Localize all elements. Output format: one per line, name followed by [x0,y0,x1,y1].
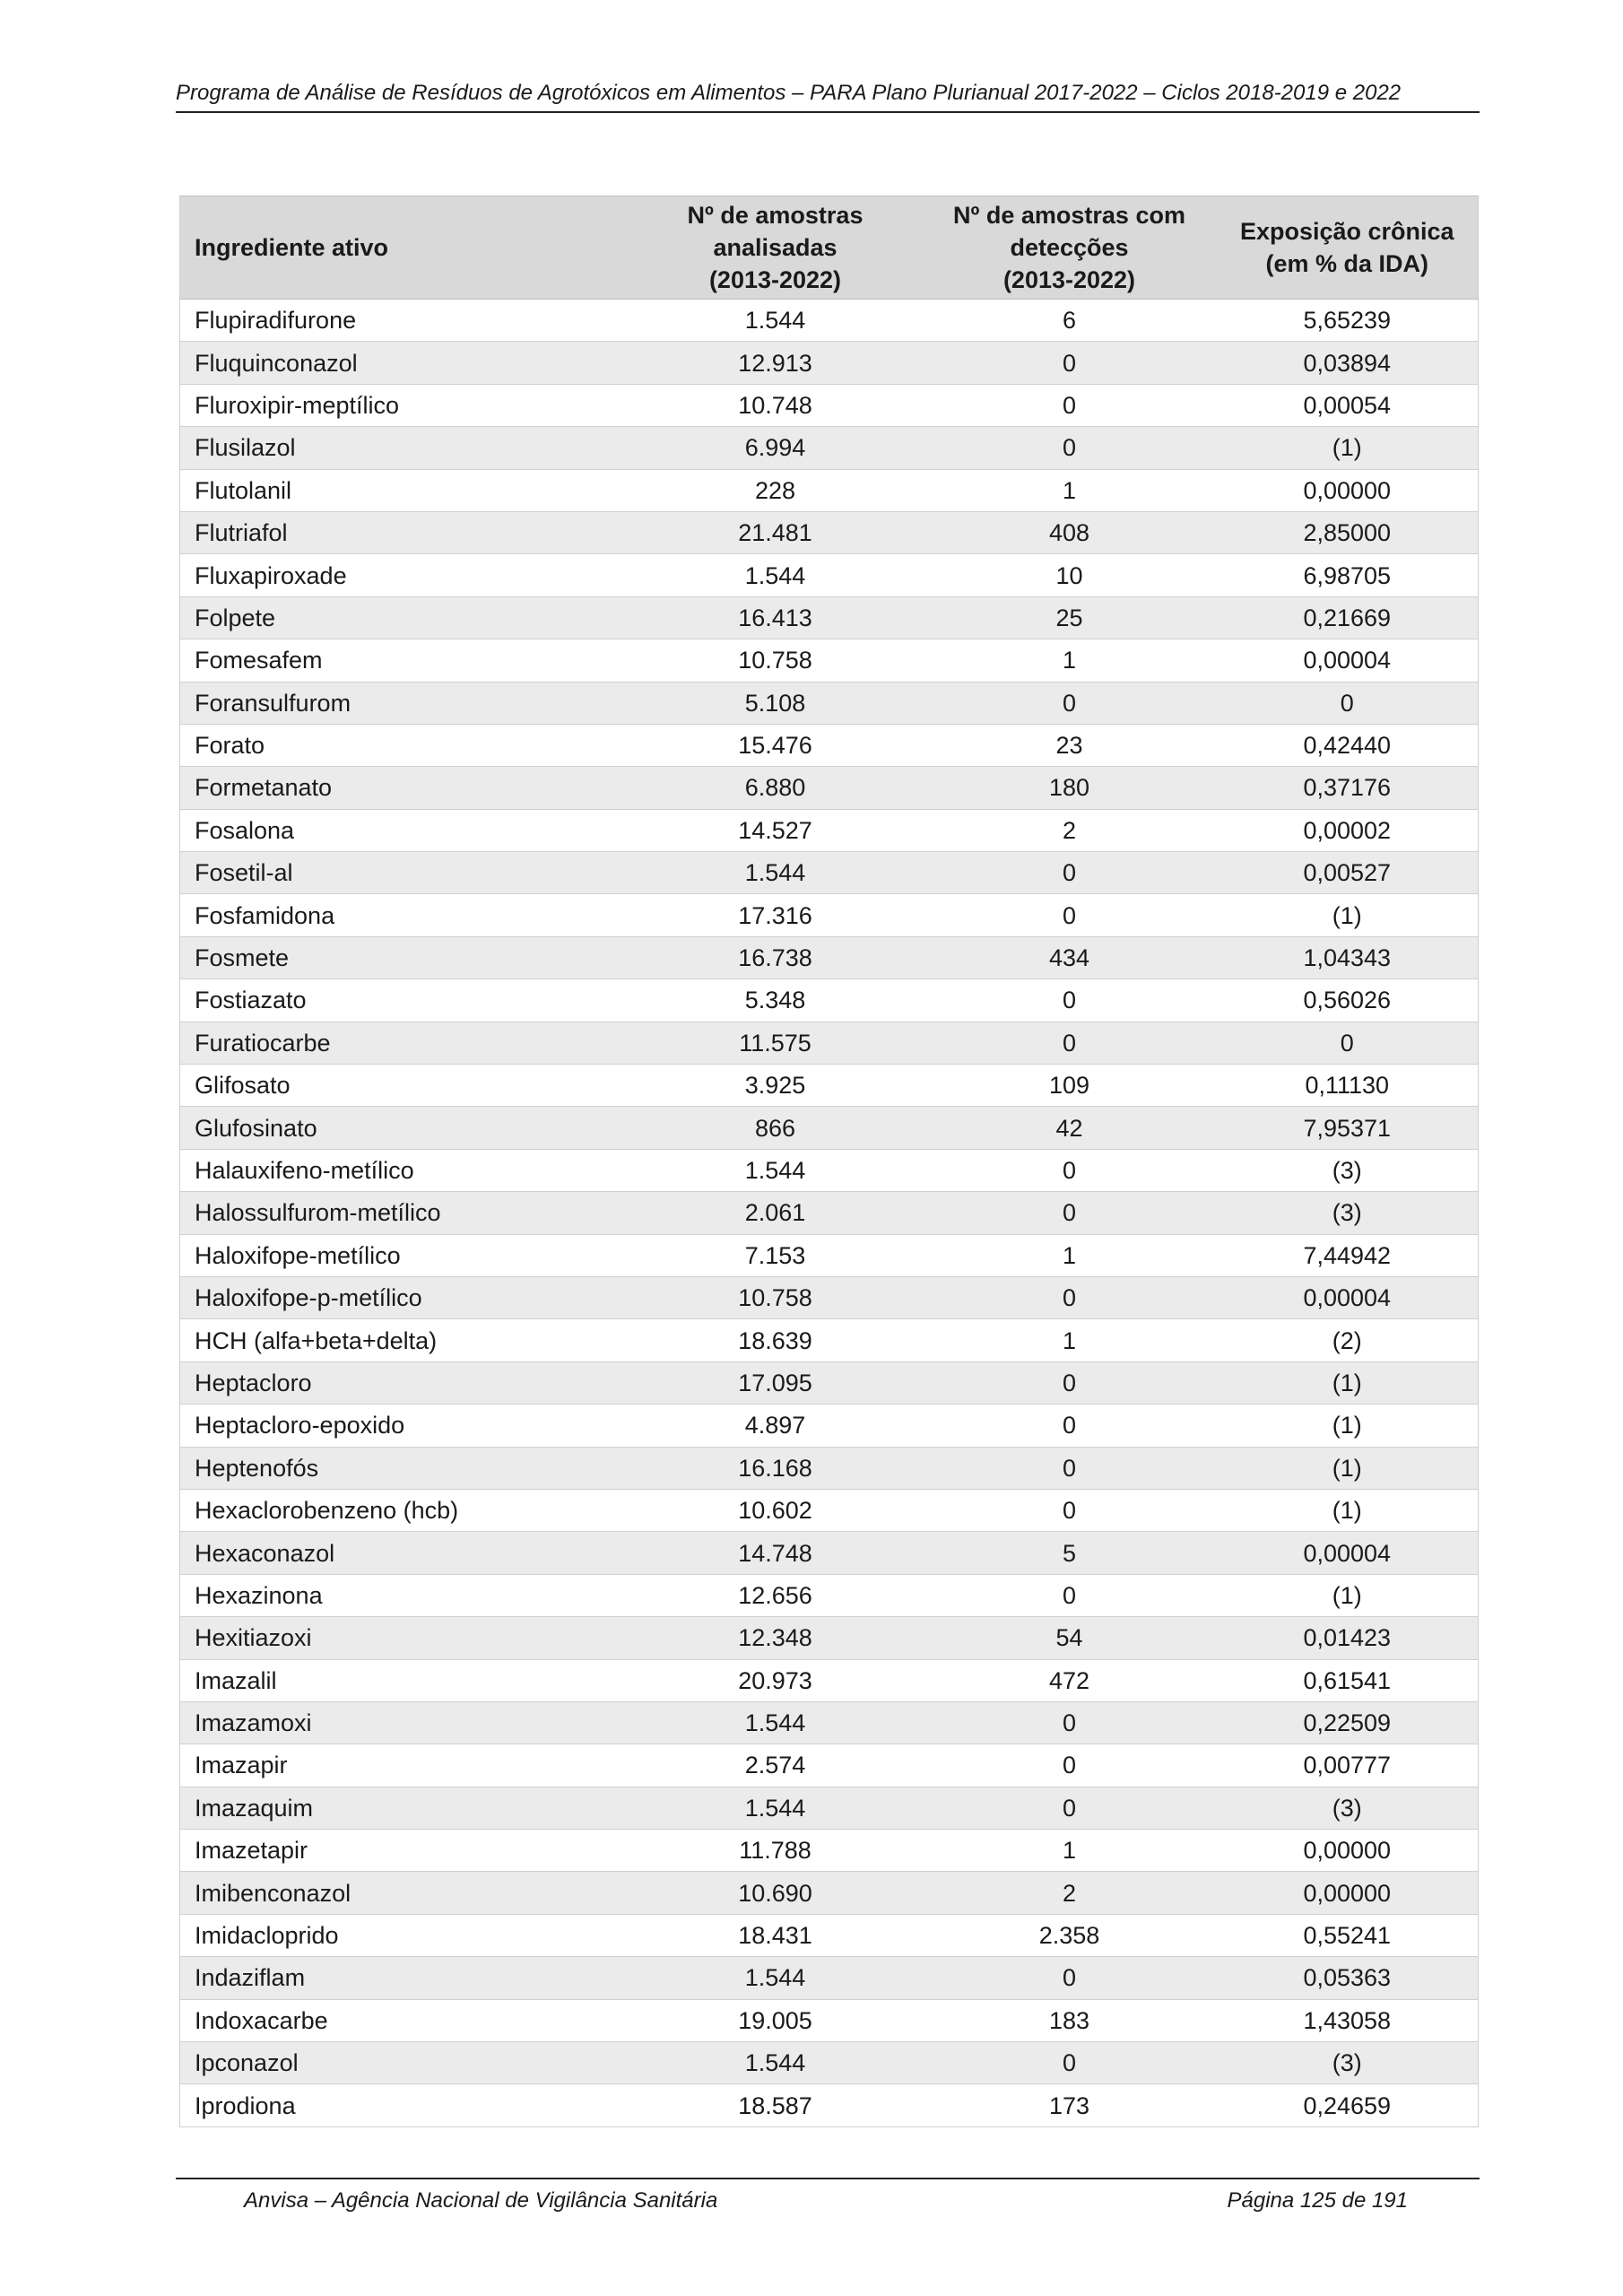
cell-ingredient: Imazaquim [180,1787,629,1829]
cell-chronic-exposure: 6,98705 [1217,554,1479,596]
cell-chronic-exposure: 0,37176 [1217,767,1479,809]
cell-samples-analyzed: 18.639 [629,1319,923,1361]
cell-ingredient: Halauxifeno-metílico [180,1149,629,1191]
table-row [180,767,1479,809]
cell-ingredient: Flutriafol [180,511,629,553]
cell-samples-analyzed: 1.544 [629,1149,923,1191]
cell-samples-detected: 109 [923,1065,1217,1107]
cell-chronic-exposure: (1) [1217,1405,1479,1447]
footer-page-number: Página 125 de 191 [1227,2188,1408,2213]
cell-ingredient: Flupiradifurone [180,300,629,342]
cell-chronic-exposure: 0,61541 [1217,1659,1479,1701]
cell-samples-detected: 1 [923,469,1217,511]
cell-samples-detected: 42 [923,1107,1217,1149]
cell-samples-analyzed: 12.913 [629,342,923,384]
cell-samples-detected: 1 [923,1234,1217,1276]
cell-samples-detected: 0 [923,1405,1217,1447]
cell-ingredient: Fluroxipir-meptílico [180,384,629,426]
table-header-row [180,196,1479,300]
cell-samples-detected: 23 [923,724,1217,766]
cell-chronic-exposure: 0,00777 [1217,1744,1479,1787]
column-header-line: Exposição crônica [1239,218,1454,245]
column-header-ingredient [180,196,629,300]
cell-chronic-exposure: (3) [1217,1149,1479,1191]
table-row [180,1787,1479,1829]
cell-samples-detected: 1 [923,1319,1217,1361]
cell-chronic-exposure: (1) [1217,427,1479,469]
cell-samples-analyzed: 10.748 [629,384,923,426]
cell-chronic-exposure: (3) [1217,1192,1479,1234]
cell-chronic-exposure: (1) [1217,1361,1479,1404]
cell-ingredient: Flusilazol [180,427,629,469]
table-row [180,1065,1479,1107]
cell-chronic-exposure: 0,00054 [1217,384,1479,426]
column-header-samples-analyzed [629,196,923,300]
cell-samples-detected: 0 [923,1787,1217,1829]
table-row [180,1319,1479,1361]
cell-ingredient: Formetanato [180,767,629,809]
cell-samples-analyzed: 3.925 [629,1065,923,1107]
residue-table [179,196,1479,2127]
cell-chronic-exposure: (1) [1217,1447,1479,1489]
cell-samples-analyzed: 1.544 [629,852,923,894]
table-row [180,894,1479,936]
cell-ingredient: Heptacloro [180,1361,629,1404]
cell-chronic-exposure: (3) [1217,1787,1479,1829]
cell-ingredient: Imazalil [180,1659,629,1701]
table-row [180,639,1479,682]
cell-samples-analyzed: 4.897 [629,1405,923,1447]
cell-chronic-exposure: 1,04343 [1217,936,1479,978]
cell-samples-analyzed: 14.748 [629,1532,923,1574]
cell-chronic-exposure: (3) [1217,2042,1479,2084]
table-row [180,1447,1479,1489]
cell-samples-detected: 5 [923,1532,1217,1574]
table-row [180,1149,1479,1191]
cell-samples-detected: 0 [923,1957,1217,1999]
cell-ingredient: Fosmete [180,936,629,978]
table-row [180,1234,1479,1276]
cell-ingredient: Haloxifope-p-metílico [180,1276,629,1318]
table-row [180,2042,1479,2084]
table-body [180,300,1479,2127]
cell-chronic-exposure: 0,22509 [1217,1701,1479,1744]
table-row [180,1744,1479,1787]
cell-chronic-exposure: 0,00004 [1217,1276,1479,1318]
cell-ingredient: Imazamoxi [180,1701,629,1744]
table-row [180,469,1479,511]
table-row [180,979,1479,1022]
cell-ingredient: Forato [180,724,629,766]
cell-samples-analyzed: 2.574 [629,1744,923,1787]
cell-samples-detected: 408 [923,511,1217,553]
cell-samples-detected: 54 [923,1617,1217,1659]
column-header-line: (2013-2022) [1002,266,1136,293]
cell-samples-detected: 0 [923,1276,1217,1318]
column-header-line: analisadas [713,234,838,261]
cell-samples-detected: 2 [923,809,1217,851]
cell-ingredient: Fostiazato [180,979,629,1022]
table-row [180,1701,1479,1744]
cell-ingredient: Indaziflam [180,1957,629,1999]
cell-chronic-exposure: 7,95371 [1217,1107,1479,1149]
table-row [180,1022,1479,1064]
cell-ingredient: Folpete [180,596,629,639]
cell-samples-detected: 0 [923,384,1217,426]
cell-chronic-exposure: 0,00000 [1217,469,1479,511]
cell-ingredient: Hexazinona [180,1574,629,1616]
cell-samples-analyzed: 16.168 [629,1447,923,1489]
cell-ingredient: Imibenconazol [180,1872,629,1914]
cell-samples-analyzed: 10.758 [629,639,923,682]
column-header-line: Nº de amostras [687,202,864,229]
cell-ingredient: Fosalona [180,809,629,851]
cell-samples-detected: 0 [923,1192,1217,1234]
cell-samples-analyzed: 11.788 [629,1830,923,1872]
cell-chronic-exposure: 2,85000 [1217,511,1479,553]
cell-ingredient: Furatiocarbe [180,1022,629,1064]
cell-samples-analyzed: 1.544 [629,1787,923,1829]
cell-samples-analyzed: 12.656 [629,1574,923,1616]
table-row [180,809,1479,851]
cell-ingredient: Imidacloprido [180,1914,629,1956]
cell-chronic-exposure: 0,56026 [1217,979,1479,1022]
cell-ingredient: Hexaconazol [180,1532,629,1574]
cell-samples-analyzed: 1.544 [629,2042,923,2084]
table-row [180,1489,1479,1531]
table-row [180,427,1479,469]
table-row [180,682,1479,724]
cell-chronic-exposure: 0,00000 [1217,1872,1479,1914]
cell-samples-analyzed: 2.061 [629,1192,923,1234]
cell-samples-detected: 0 [923,1149,1217,1191]
cell-ingredient: Fomesafem [180,639,629,682]
cell-samples-detected: 0 [923,1447,1217,1489]
cell-chronic-exposure: (2) [1217,1319,1479,1361]
cell-samples-analyzed: 1.544 [629,1701,923,1744]
cell-ingredient: Fosetil-al [180,852,629,894]
table-row [180,1914,1479,1956]
cell-samples-detected: 0 [923,682,1217,724]
cell-samples-detected: 0 [923,1574,1217,1616]
cell-samples-detected: 0 [923,1701,1217,1744]
cell-ingredient: Glifosato [180,1065,629,1107]
cell-samples-detected: 0 [923,1022,1217,1064]
cell-chronic-exposure: (1) [1217,1489,1479,1531]
cell-samples-analyzed: 17.316 [629,894,923,936]
table-row [180,342,1479,384]
cell-samples-analyzed: 11.575 [629,1022,923,1064]
table-row [180,1574,1479,1616]
footer-agency: Anvisa – Agência Nacional de Vigilância Sanitária [244,2188,718,2213]
cell-samples-detected: 0 [923,979,1217,1022]
cell-chronic-exposure: 0,01423 [1217,1617,1479,1659]
cell-chronic-exposure: 0,00004 [1217,639,1479,682]
table-row [180,1617,1479,1659]
table-row [180,300,1479,342]
cell-samples-analyzed: 20.973 [629,1659,923,1701]
column-header-samples-detected [923,196,1217,300]
cell-samples-detected: 472 [923,1659,1217,1701]
table-row [180,2084,1479,2126]
cell-samples-analyzed: 12.348 [629,1617,923,1659]
column-header-line: Ingrediente ativo [195,234,389,261]
cell-ingredient: Hexitiazoxi [180,1617,629,1659]
cell-ingredient: Foransulfurom [180,682,629,724]
page-footer [176,2178,1480,2213]
cell-ingredient: Halossulfurom-metílico [180,1192,629,1234]
cell-samples-detected: 0 [923,1489,1217,1531]
cell-chronic-exposure: 0,21669 [1217,596,1479,639]
cell-samples-detected: 0 [923,894,1217,936]
column-header-line: detecções [1010,234,1129,261]
cell-samples-detected: 0 [923,342,1217,384]
cell-ingredient: Fluxapiroxade [180,554,629,596]
table-row [180,852,1479,894]
cell-samples-analyzed: 1.544 [629,300,923,342]
cell-samples-analyzed: 14.527 [629,809,923,851]
cell-samples-detected: 0 [923,2042,1217,2084]
cell-samples-detected: 10 [923,554,1217,596]
column-header-chronic-exposure [1217,196,1479,300]
cell-samples-analyzed: 10.690 [629,1872,923,1914]
cell-chronic-exposure: 0,05363 [1217,1957,1479,1999]
column-header-line: (em % da IDA) [1265,250,1429,277]
cell-samples-analyzed: 17.095 [629,1361,923,1404]
table-row [180,1872,1479,1914]
cell-samples-analyzed: 10.602 [629,1489,923,1531]
cell-chronic-exposure: 0,42440 [1217,724,1479,766]
cell-ingredient: Haloxifope-metílico [180,1234,629,1276]
cell-samples-analyzed: 16.738 [629,936,923,978]
cell-samples-analyzed: 15.476 [629,724,923,766]
cell-samples-analyzed: 228 [629,469,923,511]
cell-chronic-exposure: 0,11130 [1217,1065,1479,1107]
cell-samples-analyzed: 866 [629,1107,923,1149]
table-row [180,1107,1479,1149]
cell-chronic-exposure: (1) [1217,894,1479,936]
cell-samples-analyzed: 1.544 [629,554,923,596]
cell-samples-detected: 0 [923,1361,1217,1404]
cell-chronic-exposure: 0 [1217,1022,1479,1064]
table-row [180,1830,1479,1872]
cell-samples-analyzed: 7.153 [629,1234,923,1276]
cell-chronic-exposure: 5,65239 [1217,300,1479,342]
cell-samples-analyzed: 16.413 [629,596,923,639]
cell-ingredient: Heptenofós [180,1447,629,1489]
cell-ingredient: Hexaclorobenzeno (hcb) [180,1489,629,1531]
cell-chronic-exposure: 0,00004 [1217,1532,1479,1574]
table-row [180,1405,1479,1447]
cell-chronic-exposure: 0,00527 [1217,852,1479,894]
cell-samples-analyzed: 10.758 [629,1276,923,1318]
table-row [180,936,1479,978]
cell-samples-analyzed: 21.481 [629,511,923,553]
cell-samples-detected: 25 [923,596,1217,639]
cell-ingredient: Fluquinconazol [180,342,629,384]
table-row [180,554,1479,596]
table-row [180,511,1479,553]
table-row [180,384,1479,426]
cell-chronic-exposure: 0,00000 [1217,1830,1479,1872]
table-row [180,1276,1479,1318]
cell-samples-detected: 183 [923,1999,1217,2041]
cell-samples-detected: 180 [923,767,1217,809]
table-row [180,1532,1479,1574]
cell-chronic-exposure: (1) [1217,1574,1479,1616]
page-header [176,75,1480,113]
cell-chronic-exposure: 0 [1217,682,1479,724]
column-header-line: Nº de amostras com [953,202,1185,229]
cell-samples-analyzed: 6.994 [629,427,923,469]
cell-samples-detected: 2.358 [923,1914,1217,1956]
column-header-line: (2013-2022) [708,266,842,293]
table-row [180,1361,1479,1404]
cell-ingredient: Imazapir [180,1744,629,1787]
cell-samples-detected: 0 [923,1744,1217,1787]
cell-chronic-exposure: 0,24659 [1217,2084,1479,2126]
cell-ingredient: HCH (alfa+beta+delta) [180,1319,629,1361]
cell-samples-detected: 6 [923,300,1217,342]
cell-samples-analyzed: 5.108 [629,682,923,724]
cell-chronic-exposure: 0,03894 [1217,342,1479,384]
cell-chronic-exposure: 7,44942 [1217,1234,1479,1276]
table-row [180,724,1479,766]
header-text: Programa de Análise de Resíduos de Agrotóxicos em Alimentos – PARA Plano Plurianual 2017-2022 – Ciclos 2018-2019 e 2022 [176,81,1402,105]
cell-samples-detected: 1 [923,1830,1217,1872]
cell-samples-analyzed: 1.544 [629,1957,923,1999]
cell-samples-analyzed: 6.880 [629,767,923,809]
cell-ingredient: Ipconazol [180,2042,629,2084]
cell-samples-detected: 434 [923,936,1217,978]
cell-samples-analyzed: 18.587 [629,2084,923,2126]
cell-ingredient: Iprodiona [180,2084,629,2126]
cell-ingredient: Fosfamidona [180,894,629,936]
table-row [180,1957,1479,1999]
cell-samples-detected: 0 [923,852,1217,894]
cell-samples-analyzed: 19.005 [629,1999,923,2041]
cell-samples-detected: 2 [923,1872,1217,1914]
table-row [180,1999,1479,2041]
cell-chronic-exposure: 1,43058 [1217,1999,1479,2041]
table-row [180,1192,1479,1234]
cell-samples-analyzed: 5.348 [629,979,923,1022]
cell-ingredient: Indoxacarbe [180,1999,629,2041]
cell-chronic-exposure: 0,55241 [1217,1914,1479,1956]
cell-samples-analyzed: 18.431 [629,1914,923,1956]
cell-samples-detected: 173 [923,2084,1217,2126]
table-row [180,1659,1479,1701]
cell-ingredient: Flutolanil [180,469,629,511]
cell-ingredient: Glufosinato [180,1107,629,1149]
cell-ingredient: Heptacloro-epoxido [180,1405,629,1447]
table-row [180,596,1479,639]
cell-samples-detected: 1 [923,639,1217,682]
cell-samples-detected: 0 [923,427,1217,469]
cell-ingredient: Imazetapir [180,1830,629,1872]
cell-chronic-exposure: 0,00002 [1217,809,1479,851]
